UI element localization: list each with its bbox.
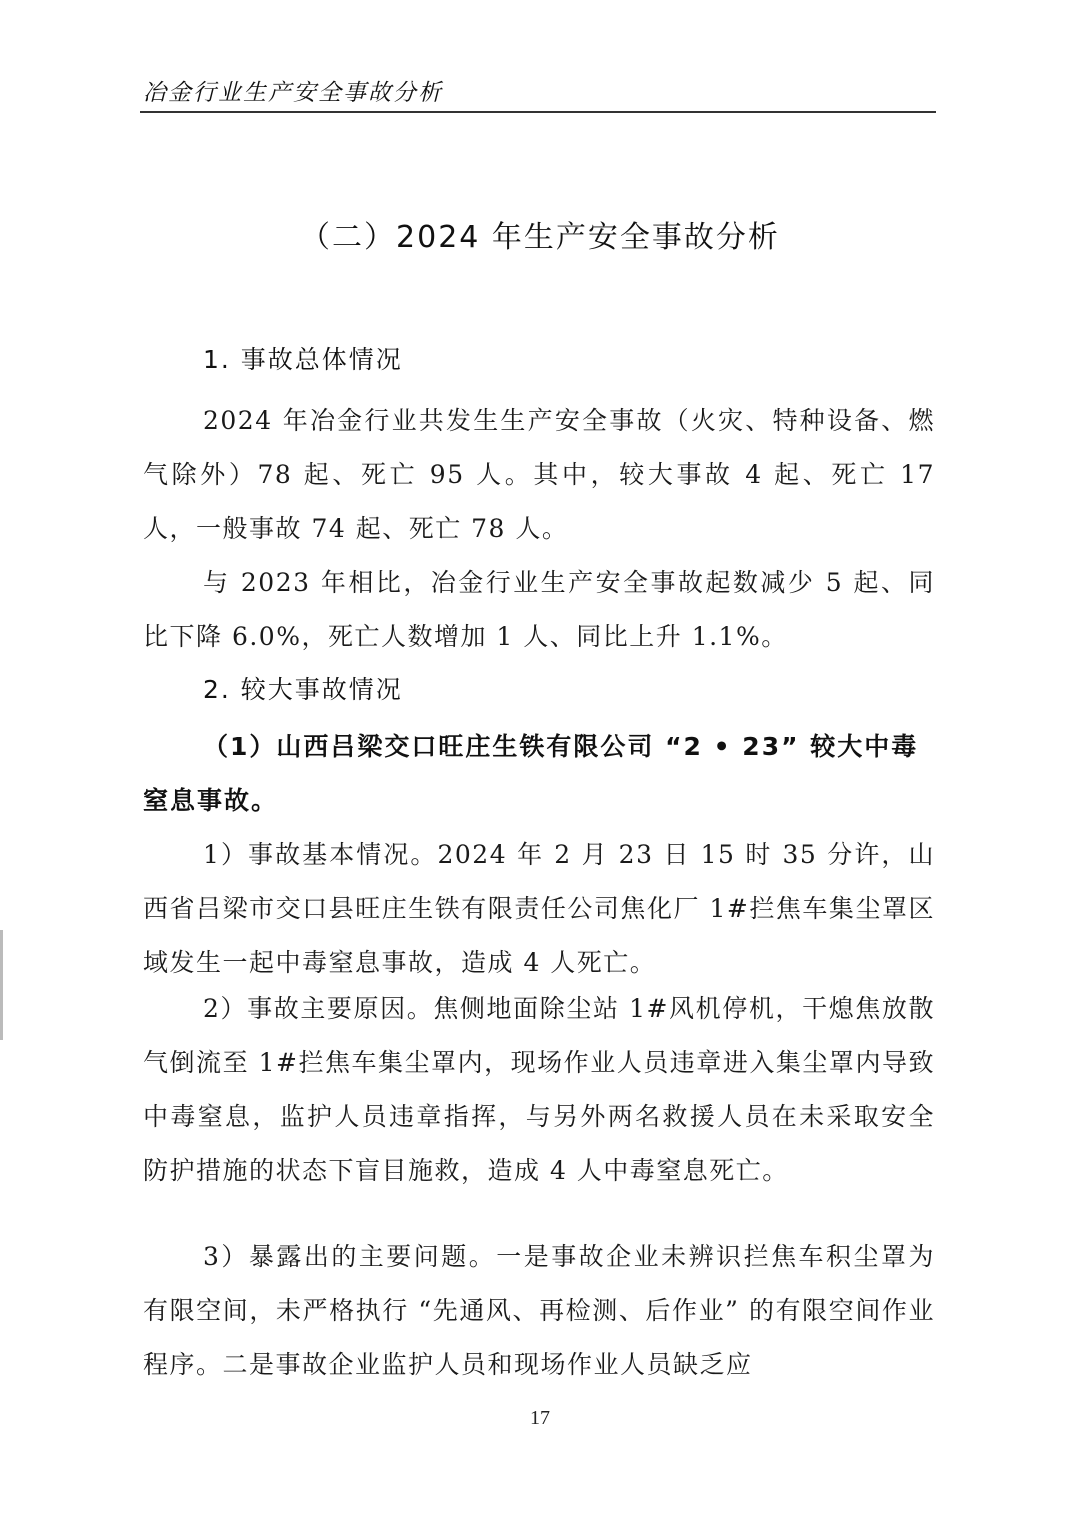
paragraph-overall-stats: 2024 年冶金行业共发生生产安全事故（火灾、特种设备、燃气除外）78 起、死亡 95 人。其中，较大事故 4 起、死亡 17 人，一般事故 74 起、死亡 78 人。	[143, 406, 935, 543]
section-title: （二）2024 年生产安全事故分析	[300, 220, 780, 255]
case-title-shanxi-lvliang: （1）山西吕梁交口旺庄生铁有限公司 “2 • 23” 较大中毒窒息事故。	[143, 732, 919, 815]
scan-edge-mark	[0, 930, 3, 1040]
heading-major-accidents: 2. 较大事故情况	[203, 675, 403, 704]
paragraph-basic-situation: 1）事故基本情况。2024 年 2 月 23 日 15 时 35 分许，山西省吕梁市交口县旺庄生铁有限责任公司焦化厂 1#拦焦车集尘罩区域发生一起中毒窒息事故，造成 4 人死亡。	[143, 840, 935, 977]
header-divider	[140, 111, 936, 113]
running-header-title: 冶金行业生产安全事故分析	[143, 80, 443, 106]
page-number: 17	[530, 1407, 550, 1429]
paragraph-main-cause: 2）事故主要原因。焦侧地面除尘站 1#风机停机，干熄焦放散气倒流至 1#拦焦车集尘罩内，现场作业人员违章进入集尘罩内导致中毒窒息，监护人员违章指挥，与另外两名救援人员在未采取安全防护措施的状态下盲目施救，造成 4 人中毒窒息死亡。	[143, 994, 935, 1185]
heading-overall-situation: 1. 事故总体情况	[203, 345, 403, 374]
paragraph-exposed-problems: 3）暴露出的主要问题。一是事故企业未辨识拦焦车积尘罩为有限空间，未严格执行 “先通风、再检测、后作业” 的有限空间作业程序。二是事故企业监护人员和现场作业人员缺乏应	[143, 1242, 935, 1379]
paragraph-year-comparison: 与 2023 年相比，冶金行业生产安全事故起数减少 5 起、同比下降 6.0%，死亡人数增加 1 人、同比上升 1.1%。	[143, 568, 935, 651]
